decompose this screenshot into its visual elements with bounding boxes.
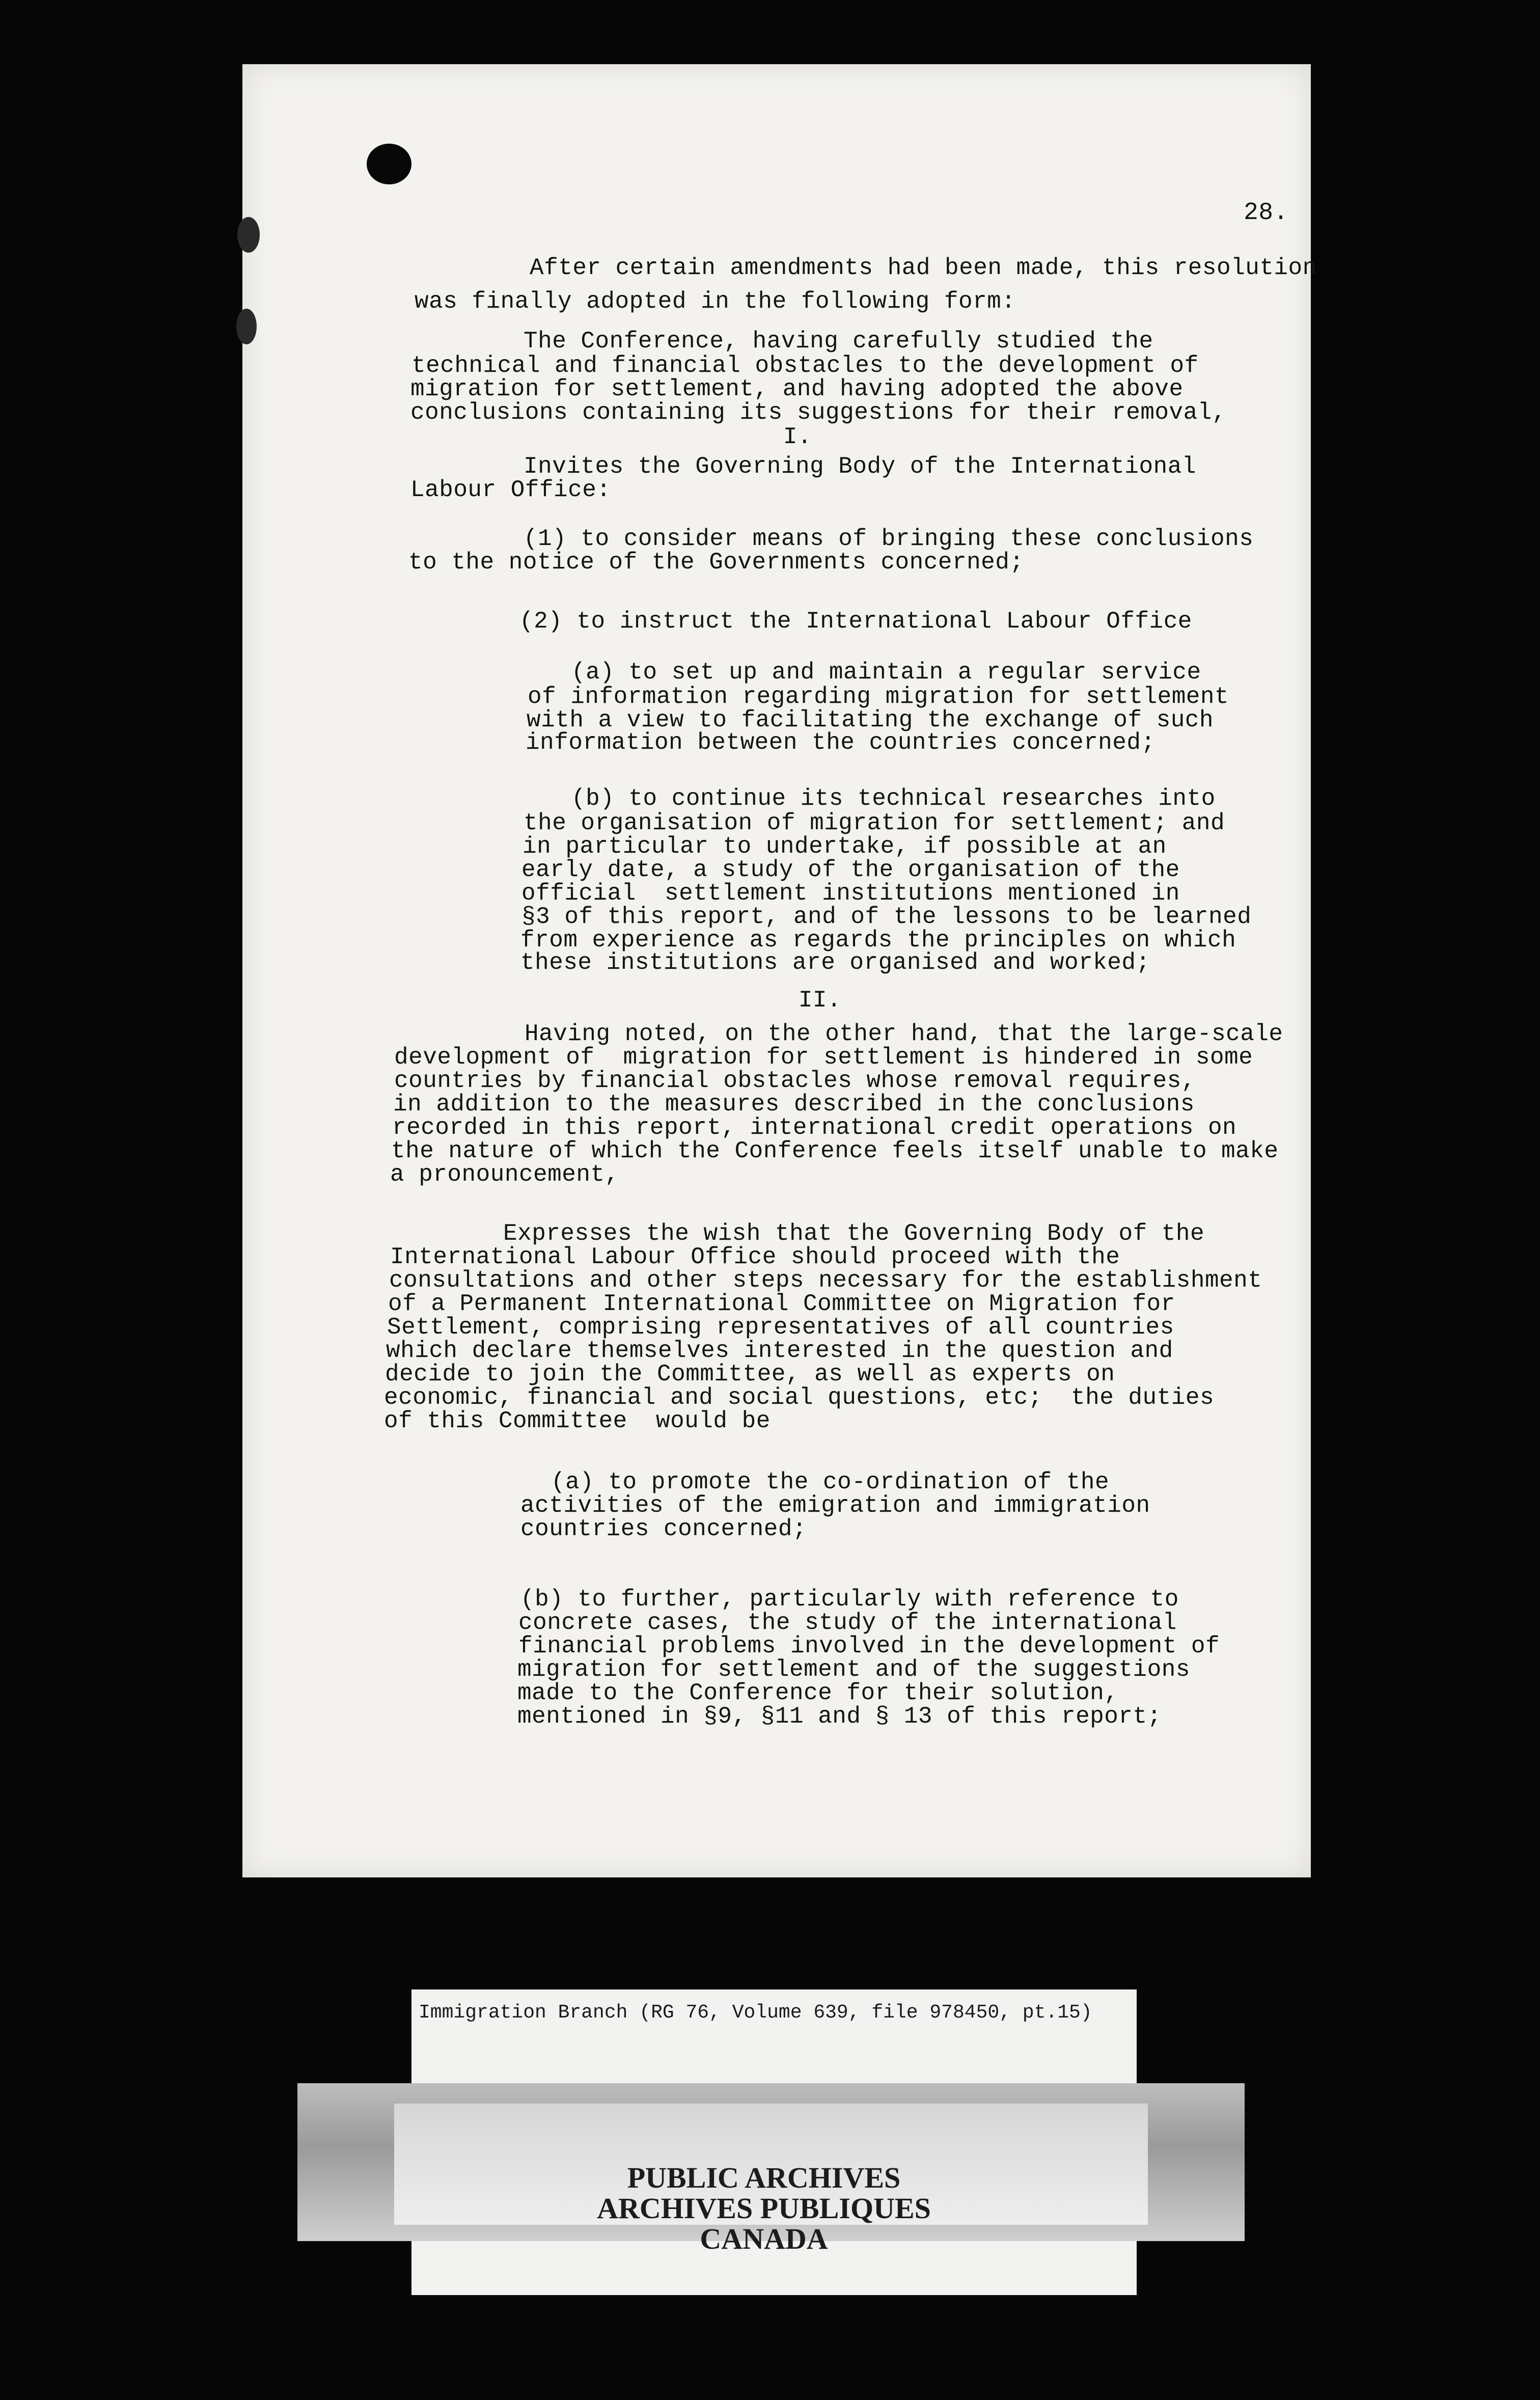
text-line: economic, financial and social questions, etc; the duties (384, 1384, 1215, 1411)
stamp-line-3: CANADA (700, 2222, 828, 2255)
text-line: Expresses the wish that the Governing Body of the (503, 1220, 1205, 1247)
text-line: made to the Conference for their solution, (517, 1680, 1119, 1706)
stamp-line-2: ARCHIVES PUBLIQUES (597, 2192, 931, 2225)
text-line: was finally adopted in the following form: (415, 288, 1016, 315)
text-line: technical and financial obstacles to the development of (411, 352, 1199, 379)
text-line: early date, a study of the organisation of the (521, 857, 1180, 883)
section-heading-ii: II. (798, 987, 842, 1014)
text-line: which declare themselves interested in the question and (386, 1338, 1173, 1364)
punch-hole (367, 144, 411, 184)
text-line: a pronouncement, (390, 1161, 619, 1188)
text-line: activities of the emigration and immigration (520, 1492, 1150, 1519)
text-line: mentioned in §9, §11 and § 13 of this report; (517, 1703, 1162, 1730)
text-line: After certain amendments had been made, this resolution (530, 255, 1317, 281)
text-line: decide to join the Committee, as well as experts on (385, 1361, 1115, 1387)
text-line: recorded in this report, international credit operations on (392, 1114, 1237, 1141)
stamp-line-1: PUBLIC ARCHIVES (627, 2161, 901, 2194)
text-line: with a view to facilitating the exchange of such (527, 707, 1214, 733)
text-line: to the notice of the Governments concerned; (408, 549, 1024, 576)
section-heading-i: I. (783, 424, 812, 450)
text-line: (a) to set up and maintain a regular service (571, 659, 1201, 686)
text-line: (b) to continue its technical researches into (571, 785, 1216, 812)
text-line: the organisation of migration for settlement; and (524, 810, 1225, 836)
text-line: countries concerned; (520, 1516, 807, 1542)
text-line: in addition to the measures described in the conclusions (393, 1091, 1195, 1117)
text-line: development of migration for settlement is hindered in some (394, 1044, 1253, 1071)
text-line: of a Permanent International Committee on Migration for (388, 1291, 1175, 1317)
text-line: the nature of which the Conference feels itself unable to make (391, 1138, 1279, 1164)
text-line: (b) to further, particularly with reference to (520, 1586, 1179, 1613)
text-line: migration for settlement and of the suggestions (517, 1656, 1190, 1683)
text-line: from experience as regards the principles on which (520, 927, 1236, 953)
text-line: these institutions are organised and worked; (520, 949, 1150, 976)
text-line: countries by financial obstacles whose removal requires, (394, 1068, 1196, 1094)
text-line: consultations and other steps necessary for the establishment (389, 1267, 1262, 1294)
text-line: of this Committee would be (384, 1408, 771, 1434)
text-line: International Labour Office should proceed with the (390, 1244, 1120, 1270)
text-line: official settlement institutions mentioned in (521, 880, 1180, 907)
binding-mark (236, 309, 257, 344)
page-number: 28. (1244, 199, 1288, 227)
text-line: (a) to promote the co-ordination of the (551, 1469, 1110, 1495)
text-line: information between the countries concerned; (526, 729, 1156, 756)
text-line: (1) to consider means of bringing these conclusions (524, 526, 1254, 552)
archives-stamp (535, 2163, 993, 2254)
text-line: (2) to instruct the International Labour Office (519, 608, 1192, 635)
text-line: The Conference, having carefully studied the (524, 328, 1153, 354)
text-line: financial problems involved in the development of (518, 1633, 1220, 1659)
document-page (242, 64, 1317, 1877)
text-line: Invites the Governing Body of the International (524, 453, 1196, 480)
binding-mark (237, 217, 260, 253)
archive-reference: Immigration Branch (RG 76, Volume 639, file 978450, pt.15) (419, 2002, 1092, 2024)
text-line: in particular to undertake, if possible at an (522, 833, 1167, 860)
text-line: Labour Office: (410, 477, 611, 503)
text-line: §3 of this report, and of the lessons to be learned (521, 904, 1252, 930)
text-line: migration for settlement, and having adopted the above (410, 376, 1184, 402)
text-line: Settlement, comprising representatives of all countries (387, 1314, 1174, 1341)
text-line: Having noted, on the other hand, that the large-scale (525, 1021, 1283, 1047)
text-line: of information regarding migration for settlement (528, 684, 1229, 710)
text-line: conclusions containing its suggestions for their removal, (410, 399, 1226, 426)
text-line: concrete cases, the study of the international (518, 1610, 1177, 1636)
